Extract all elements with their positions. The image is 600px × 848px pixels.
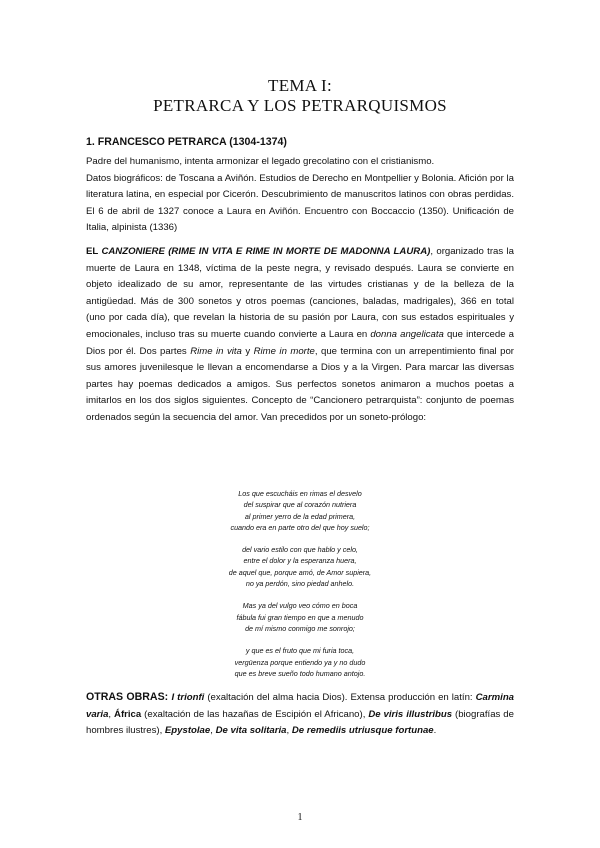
canzoniere-text-1: , organizado tras la muerte de Laura en 1348, víctima de la peste negra, y revisado después. Laura se convierte en objeto idealizado de su amor, representante de las virtudes cristianas y de la belleza de la antigüedad. Más de 300 sonetos y otros poemas (canciones, baladas, madrigales), 366 en total (uno por cada día), que revelan la historia de su pasión por Laura, con sus estados espirituales y emocionales, incluso tras su muerte cuando convierte a Laura en — [86, 246, 515, 340]
canzoniere-y: y — [241, 345, 254, 357]
poem-line: vergüenza porque entiendo ya y no dudo — [234, 657, 366, 667]
poem-line: no ya perdón, sino piedad anhelo. — [245, 579, 355, 589]
poem-line: del vario estilo con que hablo y celo, — [242, 545, 358, 555]
poem-line: de mí mismo conmigo me sonrojo; — [245, 623, 355, 633]
stanza-2 — [0, 544, 600, 589]
bio-paragraph: Datos biográficos: de Toscana a Aviñón. Estudios de Derecho en Montpellier y Bolonia. Afición por la literatura latina, en especial por Cicerón. Descubrimiento de manuscritos latinos con obras perdidas. El 6 de abril de 1327 conoce a Laura en Aviñón. Encuentro con Boccaccio (1350). Unificación de Italia, alpinista (1336) — [86, 172, 514, 234]
otras-text-2: (exaltación de las hazañas de Escipión el Africano), — [141, 708, 369, 720]
poem-line: de aquel que, porque amó, de Amor supiera, — [228, 567, 372, 577]
poem-line: al primer yerro de la edad primera, — [244, 511, 356, 521]
poem-line: entre el dolor y la esperanza huera, — [243, 556, 357, 566]
title-line-1: TEMA I: — [268, 76, 332, 95]
canzoniere-paragraph — [86, 244, 514, 427]
separator: . — [433, 725, 437, 737]
africa: África — [114, 708, 142, 720]
separator: , — [210, 725, 216, 737]
separator: , — [108, 708, 115, 720]
de-remediis: De remediis utriusque fortunae — [291, 725, 434, 737]
epystolae: Epystolae — [164, 725, 211, 737]
canzoniere-text-3: , que termina con un arrepentimiento final por sus amores juvenilesque le llevan a encomendarse a Dios y a la Virgen. Para marcar las diversas partes hay poemas dedicados a amigos. Sus perfectos sonetos animaron a muchos poetas a imitarlos en los dos siglos siguientes. Concepto de “Cancionero petrarquista”: conjunto de poemas ordenados según la secuencia del amor. Van precedidos por un soneto-prólogo: — [86, 345, 514, 423]
de-viris-illustribus: De viris illustribus — [368, 708, 453, 720]
canzoniere-text-2: que intercede a Dios por él. Dos partes — [86, 328, 514, 357]
stanza-3 — [0, 600, 600, 634]
canzoniere-title: CANZONIERE (RIME IN VITA E RIME IN MORTE DE MADONNA LAURA) — [101, 246, 431, 257]
canzoniere-el: EL — [86, 246, 102, 257]
rime-in-vita: Rime in vita — [190, 345, 242, 357]
i-trionfi: I trionfi — [171, 692, 205, 703]
poem-line: cuando era en parte otro del que hoy suelo; — [230, 522, 370, 532]
poem-line: y que es el fruto que mi furia toca, — [245, 646, 355, 656]
section-heading-petrarca: 1. FRANCESCO PETRARCA (1304-1374) — [86, 136, 287, 148]
intro-line: Padre del humanismo, intenta armonizar el legado grecolatino con el cristianismo. — [86, 156, 435, 167]
stanza-1 — [0, 488, 600, 533]
separator: , — [286, 725, 292, 737]
de-vita-solitaria: De vita solitaria — [215, 725, 287, 737]
sonnet-prologue — [0, 488, 600, 690]
rime-in-morte: Rime in morte — [253, 345, 315, 357]
otras-obras-heading: OTRAS OBRAS: — [86, 691, 172, 703]
poem-line: fábula fui gran tiempo en que a menudo — [236, 612, 364, 622]
otras-text-3: (biografías de hombres ilustres), — [86, 708, 514, 737]
poem-line: que es breve sueño todo humano antojo. — [234, 668, 366, 678]
poem-line: Los que escucháis en rimas el desvelo — [238, 489, 362, 498]
stanza-4 — [0, 645, 600, 679]
page-number: 1 — [297, 812, 303, 823]
otras-text-1: (exaltación del alma hacia Dios). Extensa producción en latín: — [204, 692, 476, 703]
donna-angelicata: donna angelicata — [370, 328, 444, 340]
biography-block — [86, 154, 514, 237]
poem-line: Mas ya del vulgo veo cómo en boca — [242, 601, 358, 611]
carmina-varia: Carmina varia — [86, 692, 515, 720]
poem-line: del suspirar que al corazón nutriera — [243, 500, 357, 510]
title-line-2: PETRARCA Y LOS PETRARQUISMOS — [153, 96, 447, 115]
otras-obras-paragraph — [86, 689, 514, 740]
